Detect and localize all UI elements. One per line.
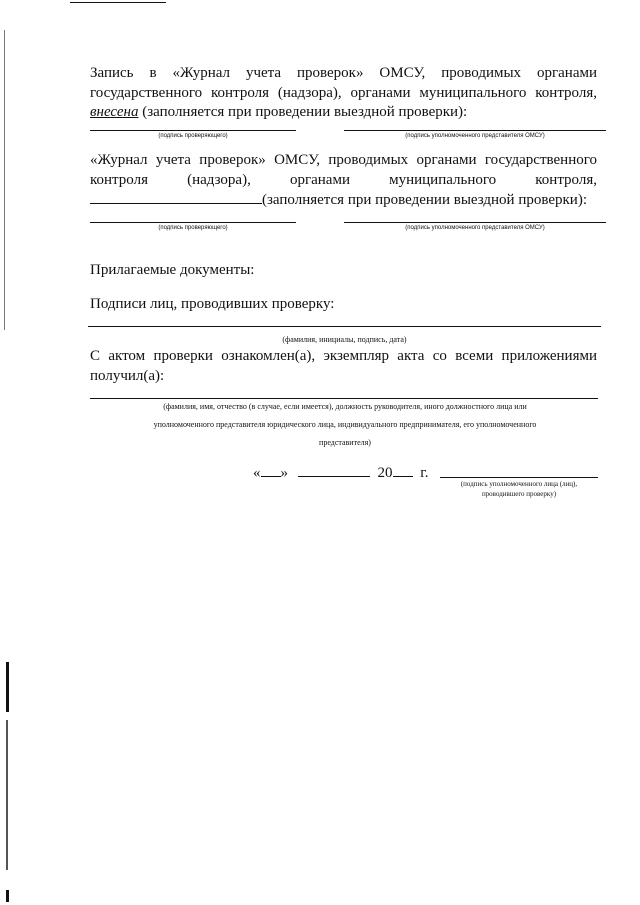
representative-line[interactable] [90, 398, 598, 399]
scan-mark [6, 662, 9, 712]
omsu-representative-signature-line[interactable] [344, 130, 606, 131]
scan-mark [6, 720, 8, 870]
inspector-signature-caption: (подпись проверяющего) [158, 133, 228, 139]
representative-caption-line3: представителя) [319, 438, 371, 447]
journal-absent-paragraph [90, 151, 597, 211]
scan-mark [4, 30, 5, 330]
omsu-representative-signature-line-2[interactable] [344, 222, 606, 223]
journal-entry-text: Запись в «Журнал учета проверок» ОМСУ, проводимых органами государственного контроля (надзора), органами муниципального контроля, [90, 65, 597, 101]
acquainted-paragraph: С актом проверки ознакомлен(а), экземпляр акта со всеми приложениями получил(а): [90, 348, 597, 384]
inspector-signature-line[interactable] [90, 130, 296, 131]
journal-absent-line3: (заполняется при проведении выездной проверки): [262, 192, 587, 208]
journal-blank-field[interactable] [90, 190, 262, 204]
journal-entry-note: (заполняется при проведении выездной проверки): [138, 104, 468, 120]
journal-absent-line2: контроля (надзора), органами муниципального контроля, [90, 171, 597, 188]
year-prefix: 20 [377, 465, 393, 481]
day-field[interactable] [261, 463, 281, 477]
entered-word: внесена [90, 104, 139, 120]
journal-entry-paragraph [90, 64, 597, 123]
attached-documents-label: Прилагаемые документы: [90, 262, 255, 278]
official-caption-line2: проводившего проверку) [481, 490, 557, 498]
official-caption-line1: (подпись уполномоченного лица (лиц), [460, 480, 578, 488]
date-row [253, 463, 428, 483]
scan-top-line [70, 2, 166, 3]
scan-mark [6, 890, 9, 902]
official-signature-line[interactable] [440, 477, 598, 478]
inspectors-signature-caption: (фамилия, инициалы, подпись, дата) [282, 335, 407, 344]
journal-absent-line1: «Журнал учета проверок» ОМСУ, проводимых органами государственного [90, 152, 597, 168]
inspectors-signatures-label: Подписи лиц, проводивших проверку: [90, 296, 335, 312]
date-close-quote: » [280, 465, 288, 481]
representative-caption-line2: уполномоченного представителя юридического лица, индивидуального предпринимателя, его уполномоченного [153, 420, 537, 429]
omsu-representative-caption-2: (подпись уполномоченного представителя ОМСУ) [405, 225, 545, 231]
year-suffix: г. [420, 465, 429, 481]
inspector-signature-caption-2: (подпись проверяющего) [158, 225, 228, 231]
month-field[interactable] [298, 463, 370, 477]
inspector-signature-line-2[interactable] [90, 222, 296, 223]
representative-caption-line1: (фамилия, имя, отчество (в случае, если имеется), должность руководителя, иного должностного лица или [163, 402, 527, 411]
year-field[interactable] [393, 463, 413, 477]
omsu-representative-caption: (подпись уполномоченного представителя ОМСУ) [405, 133, 545, 139]
date-open-quote: « [253, 465, 261, 481]
journal-absent-line3-row [90, 190, 597, 211]
inspectors-signature-line[interactable] [88, 326, 601, 327]
